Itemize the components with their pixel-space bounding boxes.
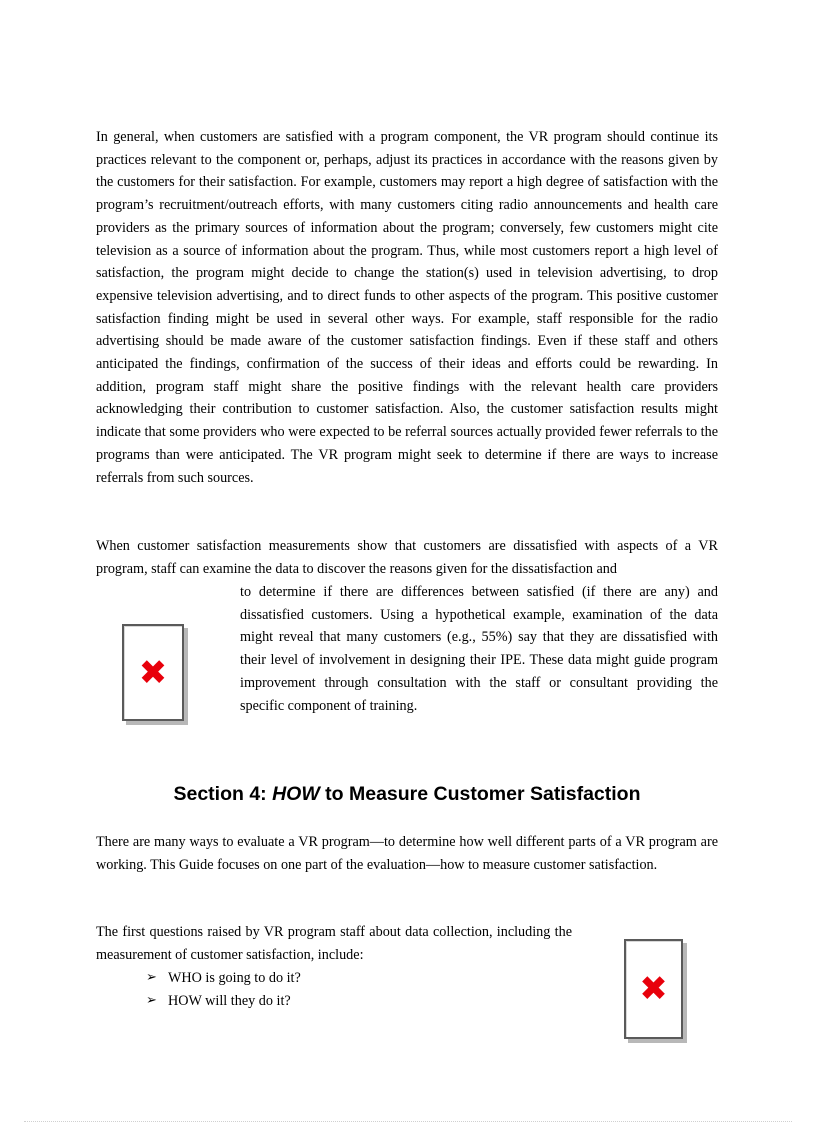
- list-item-text: WHO is going to do it?: [168, 970, 301, 986]
- paragraph-dissatisfied-continued: to determine if there are differences between satisfied (if there are any) and dissatisfied customers. Using a hypothetical example, examination of the data might reveal that many customers (e.g., 55%) say that they are dissatisfied with their level of involvement in designing their IPE. These data might guide program improvement through consultation with the staff or consultant providing the specific component of training.: [240, 584, 718, 714]
- arrow-bullet-icon: ➢: [146, 992, 157, 1008]
- paragraph-evaluation-ways: There are many ways to evaluate a VR program—to determine how well different parts of a VR program are working. This Guide focuses on one part of the evaluation—how to measure customer satisfaction.: [96, 834, 718, 873]
- paragraph-dissatisfied-intro: When customer satisfaction measurements show that customers are dissatisfied with aspects of a VR program, staff can examine the data to discover the reasons given for the dissatisfaction and: [96, 538, 718, 577]
- heading-suffix: to Measure Customer Satisfaction: [319, 783, 641, 805]
- question-list: [146, 967, 301, 1012]
- heading-prefix: Section 4:: [173, 783, 273, 805]
- broken-image-placeholder: [624, 939, 683, 1039]
- broken-image-placeholder: [122, 624, 184, 721]
- broken-image-icon: ✖: [639, 969, 668, 1009]
- list-item: [146, 990, 301, 1013]
- heading-emphasis: HOW: [272, 783, 320, 805]
- list-item: [146, 967, 301, 990]
- arrow-bullet-icon: ➢: [146, 970, 157, 985]
- section-4-heading: [96, 780, 718, 808]
- paragraph-satisfied-customers: In general, when customers are satisfied with a program component, the VR program should continue its practices relevant to the component or, perhaps, adjust its practices in accordance with the reasons given by the customers for their satisfaction. For example, customers may report a high degree of satisfaction with the program’s recruitment/outreach efforts, with many customers citing radio announcements and health care providers as the primary sources of information about the program; conversely, few customers might cite television as a source of information about the program. Thus, while most customers report a high level of satisfaction, the program might decide to change the station(s) used in television advertising, to drop expensive television advertising, and to direct funds to other aspects of the program. This positive customer satisfaction finding might be used in several other ways. For example, staff responsible for the radio advertising should be made aware of the customer satisfaction findings. Even if these staff and others anticipated the findings, confirmation of the success of their ideas and efforts could be rewarding. In addition, program staff might share the positive findings with the relevant health care providers acknowledging their contribution to customer satisfaction. Also, the customer satisfaction results might indicate that some providers who were expected to be referral sources actually provided fewer referrals to the programs than were anticipated. The VR program might seek to determine if there are ways to increase referrals from such sources.: [96, 129, 718, 486]
- broken-image-icon: ✖: [138, 652, 168, 693]
- list-item-text: HOW will they do it?: [168, 992, 291, 1009]
- paragraph-first-questions: The first questions raised by VR program staff about data collection, including the measurement of customer satisfaction, include:: [96, 924, 572, 963]
- page-bottom-rule: [24, 1121, 792, 1122]
